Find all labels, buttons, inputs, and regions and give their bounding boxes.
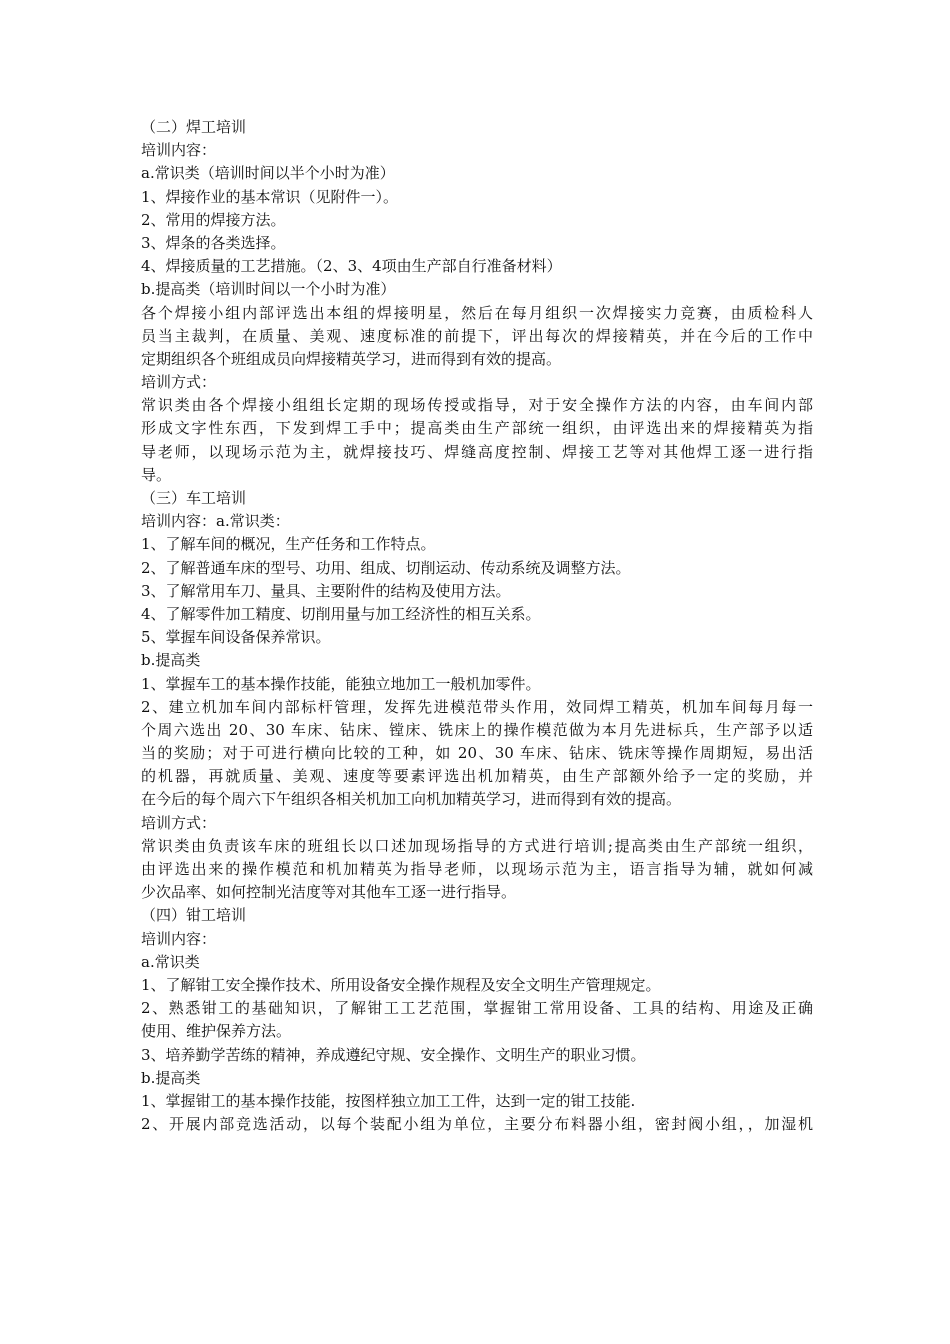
text-line: 导老师，以现场示范为主，就焊接技巧、焊缝高度控制、焊接工艺等对其他焊工逐一进行指 xyxy=(141,442,813,461)
text-line: 培训内容： xyxy=(141,929,217,948)
text-line: 2、常用的焊接方法。 xyxy=(141,210,286,229)
text-line: 形成文字性东西，下发到焊工手中；提高类由生产部统一组织，由评选出来的焊接精英为指 xyxy=(141,419,813,438)
text-line: 培训内容： xyxy=(141,141,217,160)
text-line: 1、掌握车工的基本操作技能，能独立地加工一般机加零件。 xyxy=(141,674,541,693)
text-line: 培训内容：a.常识类： xyxy=(141,512,290,531)
text-line: 1、掌握钳工的基本操作技能，按图样独立加工工件，达到一定的钳工技能. xyxy=(141,1091,636,1110)
text-line: 由评选出来的操作模范和机加精英为指导老师，以现场示范为主，语言指导为辅，就如何减 xyxy=(141,860,813,878)
text-line: 3、焊条的各类选择。 xyxy=(141,233,286,252)
text-line: 1、了解车间的概况，生产任务和工作特点。 xyxy=(141,535,436,554)
text-line: 4、焊接质量的工艺措施。（2、3、4项由生产部自行准备材料） xyxy=(141,257,562,276)
text-line: 2、了解普通车床的型号、功用、组成、切削运动、传动系统及调整方法。 xyxy=(141,558,631,577)
text-line: 少次品率、如何控制光洁度等对其他车工逐一进行指导。 xyxy=(141,883,517,902)
text-line: 5、掌握车间设备保养常识。 xyxy=(141,628,331,647)
text-line: 2、建立机加车间内部标杆管理，发挥先进模范带头作用，效同焊工精英，机加车间每月每一 xyxy=(141,697,813,716)
text-line: 2、开展内部竞选活动，以每个装配小组为单位，主要分布料器小组，密封阀小组，，加湿机 xyxy=(141,1115,813,1134)
text-line: b.提高类 xyxy=(141,1068,201,1087)
text-line: 1、焊接作业的基本常识（见附件一）。 xyxy=(141,187,399,206)
text-line: 员当主裁判，在质量、美观、速度标准的前提下，评出每次的焊接精英，并在今后的工作中 xyxy=(141,326,813,345)
text-line: a.常识类（培训时间以半个小时为准） xyxy=(141,164,395,183)
text-line: 3、培养勤学苦练的精神，养成遵纪守规、安全操作、文明生产的职业习惯。 xyxy=(141,1045,646,1064)
text-line: 常识类由各个焊接小组组长定期的现场传授或指导，对于安全操作方法的内容，由车间内部 xyxy=(141,396,813,415)
text-line: b.提高类 xyxy=(141,651,201,670)
text-line: 在今后的每个周六下午组织各相关机加工向机加精英学习，进而得到有效的提高。 xyxy=(141,790,682,809)
text-line: 导。 xyxy=(141,465,172,484)
text-line: 当的奖励；对于可进行横向比较的工种，如 20、30 车床、钻床、铣床等操作周期短，易出活 xyxy=(141,744,813,763)
text-line: 培训方式： xyxy=(141,373,217,392)
text-line: 2、熟悉钳工的基础知识，了解钳工工艺范围，掌握钳工常用设备、工具的结构、用途及正确 xyxy=(141,999,813,1018)
text-line: 4、了解零件加工精度、切削用量与加工经济性的相互关系。 xyxy=(141,604,541,623)
text-line: 的机器，再就质量、美观、速度等要素评选出机加精英，由生产部额外给予一定的奖励，并 xyxy=(141,767,813,786)
text-line: a.常识类 xyxy=(141,952,200,971)
text-line: 个周六选出 20、30 车床、钻床、镗床、铣床上的操作模范做为本月先进标兵，生产部予以适 xyxy=(141,720,813,739)
text-line: 1、了解钳工安全操作技术、所用设备安全操作规程及安全文明生产管理规定。 xyxy=(141,975,661,994)
text-line: 使用、维护保养方法。 xyxy=(141,1022,292,1041)
text-line: 培训方式： xyxy=(141,813,217,832)
text-line: （三）车工培训 xyxy=(141,489,247,507)
text-line: 各个焊接小组内部评选出本组的焊接明星，然后在每月组织一次焊接实力竞赛，由质检科人 xyxy=(141,303,813,322)
text-line: 3、了解常用车刀、量具、主要附件的结构及使用方法。 xyxy=(141,581,511,600)
text-line: 常识类由负责该车床的班组长以口述加现场指导的方式进行培训;提高类由生产部统一组织， xyxy=(141,836,813,855)
text-line: 定期组织各个班组成员向焊接精英学习，进而得到有效的提高。 xyxy=(141,349,562,368)
text-line: b.提高类（培训时间以一个小时为准） xyxy=(141,280,396,299)
document-body xyxy=(141,116,813,1136)
text-line: （二）焊工培训 xyxy=(141,118,247,136)
text-line: （四）钳工培训 xyxy=(141,906,247,925)
